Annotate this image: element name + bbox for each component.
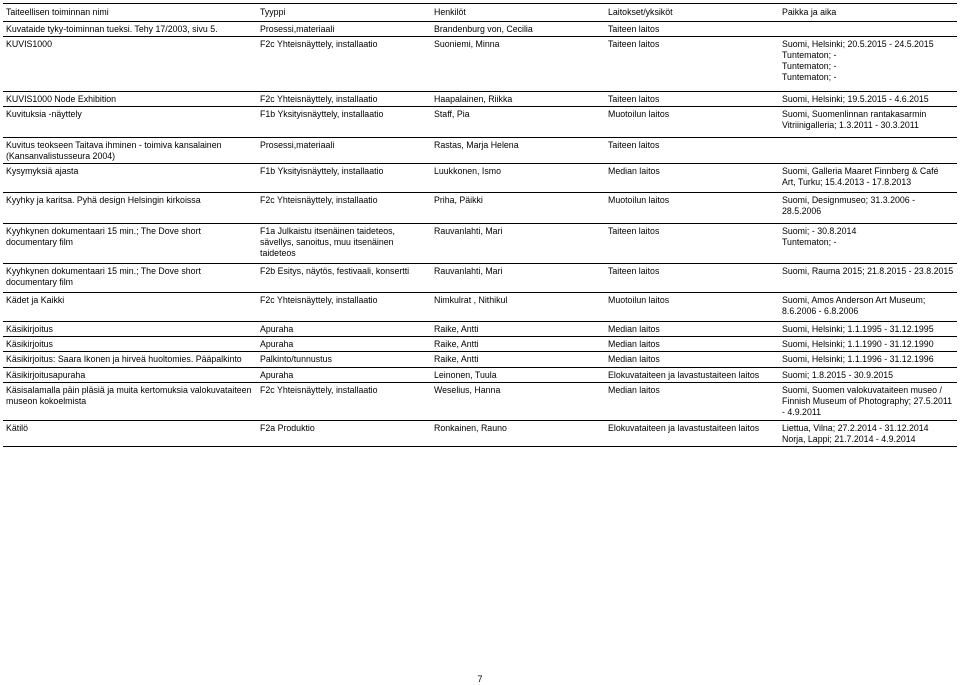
cell-persons: Raike, Antti <box>431 352 605 368</box>
cell-type: F2c Yhteisnäyttely, installaatio <box>257 193 431 224</box>
cell-name: Käsisalamalla päin pläsiä ja muita kertomuksia valokuvataiteen museon kokoelmista <box>3 383 257 421</box>
table-row <box>3 421 957 447</box>
cell-persons: Rauvanlahti, Mari <box>431 264 605 293</box>
table-row <box>3 352 957 368</box>
table-row <box>3 92 957 107</box>
cell-unit: Taiteen laitos <box>605 224 779 264</box>
cell-unit: Taiteen laitos <box>605 37 779 92</box>
cell-persons: Rastas, Marja Helena <box>431 138 605 164</box>
cell-unit: Median laitos <box>605 383 779 421</box>
table-row <box>3 37 957 92</box>
cell-persons: Ronkainen, Rauno <box>431 421 605 447</box>
cell-unit: Median laitos <box>605 164 779 193</box>
cell-type: Prosessi,materiaali <box>257 22 431 37</box>
cell-place: Suomi, Suomen valokuvataiteen museo / Finnish Museum of Photography; 27.5.2011 - 4.9.2011 <box>779 383 957 421</box>
cell-place <box>779 22 957 37</box>
header-type: Tyyppi <box>257 4 431 22</box>
cell-name: Käsikirjoitus: Saara Ikonen ja hirveä huoltomies. Pääpalkinto <box>3 352 257 368</box>
table-row <box>3 193 957 224</box>
cell-place: Liettua, Vilna; 27.2.2014 - 31.12.2014 Norja, Lappi; 21.7.2014 - 4.9.2014 <box>779 421 957 447</box>
cell-place: Suomi, Helsinki; 1.1.1996 - 31.12.1996 <box>779 352 957 368</box>
cell-type: F2c Yhteisnäyttely, installaatio <box>257 293 431 322</box>
table-row <box>3 337 957 352</box>
cell-persons: Suoniemi, Minna <box>431 37 605 92</box>
cell-place: Suomi, Galleria Maaret Finnberg & Café Art, Turku; 15.4.2013 - 17.8.2013 <box>779 164 957 193</box>
header-name: Taiteellisen toiminnan nimi <box>3 4 257 22</box>
cell-place: Suomi; - 30.8.2014 Tuntematon; - <box>779 224 957 264</box>
cell-name: Kuvataide tyky-toiminnan tueksi. Tehy 17/2003, sivu 5. <box>3 22 257 37</box>
cell-unit: Muotoilun laitos <box>605 193 779 224</box>
cell-name: Kädet ja Kaikki <box>3 293 257 322</box>
cell-type: F1b Yksityisnäyttely, installaatio <box>257 164 431 193</box>
cell-persons: Nimkulrat , Nithikul <box>431 293 605 322</box>
cell-type: F1a Julkaistu itsenäinen taideteos, sävellys, sanoitus, muu itsenäinen taideteos <box>257 224 431 264</box>
cell-place: Suomi, Designmuseo; 31.3.2006 - 28.5.2006 <box>779 193 957 224</box>
cell-type: Prosessi,materiaali <box>257 138 431 164</box>
cell-place: Suomi, Helsinki; 20.5.2015 - 24.5.2015 Tuntematon; - Tuntematon; - Tuntematon; - <box>779 37 957 92</box>
cell-persons: Staff, Pia <box>431 107 605 138</box>
cell-unit: Taiteen laitos <box>605 22 779 37</box>
cell-name: Käsikirjoitus <box>3 337 257 352</box>
cell-place <box>779 138 957 164</box>
table-row <box>3 368 957 383</box>
cell-persons: Raike, Antti <box>431 337 605 352</box>
cell-name: Kyyhkynen dokumentaari 15 min.; The Dove short documentary film <box>3 264 257 293</box>
table-row <box>3 224 957 264</box>
cell-name: KUVIS1000 Node Exhibition <box>3 92 257 107</box>
cell-place: Suomi, Rauma 2015; 21.8.2015 - 23.8.2015 <box>779 264 957 293</box>
cell-type: F2b Esitys, näytös, festivaali, konsertti <box>257 264 431 293</box>
cell-type: F2c Yhteisnäyttely, installaatio <box>257 383 431 421</box>
cell-persons: Priha, Päikki <box>431 193 605 224</box>
cell-type: F2c Yhteisnäyttely, installaatio <box>257 37 431 92</box>
table-row <box>3 264 957 293</box>
cell-type: Apuraha <box>257 368 431 383</box>
table-row <box>3 322 957 337</box>
cell-place: Suomi; 1.8.2015 - 30.9.2015 <box>779 368 957 383</box>
cell-type: F1b Yksityisnäyttely, installaatio <box>257 107 431 138</box>
cell-type: Apuraha <box>257 337 431 352</box>
cell-place: Suomi, Helsinki; 1.1.1990 - 31.12.1990 <box>779 337 957 352</box>
table-row <box>3 164 957 193</box>
cell-type: F2a Produktio <box>257 421 431 447</box>
header-unit: Laitokset/yksiköt <box>605 4 779 22</box>
header-place: Paikka ja aika <box>779 4 957 22</box>
cell-unit: Taiteen laitos <box>605 138 779 164</box>
cell-unit: Taiteen laitos <box>605 92 779 107</box>
cell-unit: Median laitos <box>605 352 779 368</box>
page-number: 7 <box>477 674 483 684</box>
table-row <box>3 138 957 164</box>
cell-unit: Taiteen laitos <box>605 264 779 293</box>
cell-type: F2c Yhteisnäyttely, installaatio <box>257 92 431 107</box>
cell-type: Apuraha <box>257 322 431 337</box>
cell-place: Suomi, Helsinki; 19.5.2015 - 4.6.2015 <box>779 92 957 107</box>
cell-persons: Brandenburg von, Cecilia <box>431 22 605 37</box>
cell-name: Kätilö <box>3 421 257 447</box>
cell-name: Käsikirjoitusapuraha <box>3 368 257 383</box>
table-row <box>3 22 957 37</box>
cell-name: Kyyhky ja karitsa. Pyhä design Helsingin kirkoissa <box>3 193 257 224</box>
cell-persons: Haapalainen, Riikka <box>431 92 605 107</box>
activities-table <box>3 3 957 447</box>
cell-place: Suomi, Amos Anderson Art Museum; 8.6.2006 - 6.8.2006 <box>779 293 957 322</box>
cell-unit: Muotoilun laitos <box>605 107 779 138</box>
table-row <box>3 383 957 421</box>
cell-place: Suomi, Suomenlinnan rantakasarmin Vitriinigalleria; 1.3.2011 - 30.3.2011 <box>779 107 957 138</box>
cell-persons: Raike, Antti <box>431 322 605 337</box>
cell-unit: Median laitos <box>605 337 779 352</box>
cell-name: Kuvituksia -näyttely <box>3 107 257 138</box>
cell-persons: Weselius, Hanna <box>431 383 605 421</box>
table-header-row <box>3 4 957 22</box>
cell-persons: Rauvanlahti, Mari <box>431 224 605 264</box>
table-row <box>3 107 957 138</box>
table-row <box>3 293 957 322</box>
cell-name: KUVIS1000 <box>3 37 257 92</box>
cell-name: Kysymyksiä ajasta <box>3 164 257 193</box>
cell-name: Kuvitus teokseen Taitava ihminen - toimiva kansalainen (Kansanvalistusseura 2004) <box>3 138 257 164</box>
cell-unit: Muotoilun laitos <box>605 293 779 322</box>
cell-type: Palkinto/tunnustus <box>257 352 431 368</box>
cell-unit: Median laitos <box>605 322 779 337</box>
cell-unit: Elokuvataiteen ja lavastustaiteen laitos <box>605 368 779 383</box>
cell-persons: Luukkonen, Ismo <box>431 164 605 193</box>
cell-place: Suomi, Helsinki; 1.1.1995 - 31.12.1995 <box>779 322 957 337</box>
cell-name: Käsikirjoitus <box>3 322 257 337</box>
cell-persons: Leinonen, Tuula <box>431 368 605 383</box>
cell-unit: Elokuvataiteen ja lavastustaiteen laitos <box>605 421 779 447</box>
cell-name: Kyyhkynen dokumentaari 15 min.; The Dove short documentary film <box>3 224 257 264</box>
header-persons: Henkilöt <box>431 4 605 22</box>
